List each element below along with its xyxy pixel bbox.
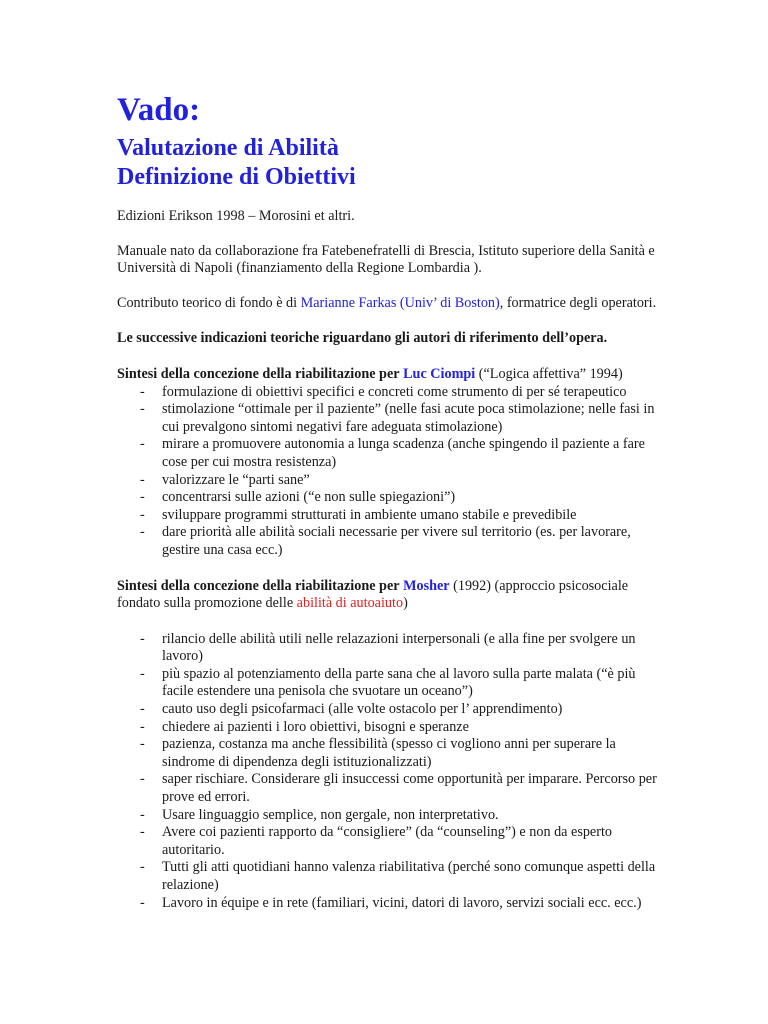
section-ciompi-rest: (“Logica affettiva” 1994) (478, 365, 623, 382)
list-item (117, 719, 662, 737)
list-item-text: concentrarsi sulle azioni (“e non sulle spiegazioni”) (162, 489, 456, 506)
list-item (117, 472, 662, 490)
dash-marker: - (140, 524, 145, 541)
list-item (117, 401, 662, 436)
dash-marker: - (140, 824, 145, 841)
mosher-list (117, 631, 662, 913)
dash-marker: - (140, 436, 145, 453)
document-title: Vado: (117, 92, 201, 128)
section-mosher-rest-2: ) (403, 595, 408, 612)
dash-marker: - (140, 806, 145, 823)
section-mosher-rest-1: (1992) (approccio psicosociale fondato sulla promozione delle (117, 577, 629, 612)
list-item (117, 859, 662, 894)
list-item (117, 701, 662, 719)
self-help-highlight: abilità di autoaiuto (296, 595, 404, 612)
list-item-text: Usare linguaggio semplice, non gergale, non interpretativo. (162, 806, 499, 823)
ciompi-list (117, 384, 662, 560)
dash-marker: - (140, 771, 145, 788)
list-item-text: pazienza, costanza ma anche flessibilità (spesso ci vogliono anni per superare la sindrome di dipendenza degli istituzionalizzati) (162, 736, 616, 770)
references-heading: Le successive indicazioni teoriche riguardano gli autori di riferimento dell’opera. (117, 330, 608, 347)
list-item-text: chiedere ai pazienti i loro obiettivi, bisogni e speranze (162, 718, 469, 735)
dash-marker: - (140, 383, 145, 400)
list-item (117, 824, 662, 859)
list-item-text: formulazione di obiettivi specifici e concreti come strumento di per sé terapeutico (162, 383, 627, 400)
list-item (117, 524, 662, 559)
list-item-text: Tutti gli atti quotidiani hanno valenza riabilitativa (perché sono comunque aspetti della relazione) (162, 859, 656, 893)
section-ciompi-heading (117, 366, 662, 384)
dash-marker: - (140, 506, 145, 523)
dash-marker: - (140, 665, 145, 682)
document-page (117, 91, 662, 912)
list-item-text: stimolazione “ottimale per il paziente” (nelle fasi acute poca stimolazione; nelle fasi in cui prevalgono sintomi negativi fare adeguata stimolazione) (162, 401, 655, 435)
list-item (117, 895, 662, 913)
list-item (117, 666, 662, 701)
list-item (117, 771, 662, 806)
document-subtitle-1: Valutazione di Abilità (117, 135, 339, 161)
list-item-text: Avere coi pazienti rapporto da “consigliere” (da “counseling”) e non da esperto autoritario. (162, 824, 612, 858)
section-ciompi-lead: Sintesi della concezione della riabilitazione per (117, 365, 400, 382)
list-item (117, 384, 662, 402)
contribution-text-before: Contributo teorico di fondo è di (117, 294, 301, 311)
publisher-line: Edizioni Erikson 1998 – Morosini et altri. (117, 208, 355, 224)
list-item (117, 807, 662, 825)
dash-marker: - (140, 489, 145, 506)
list-item (117, 489, 662, 507)
ciompi-link[interactable]: Luc Ciompi (403, 365, 476, 382)
list-item-text: cauto uso degli psicofarmaci (alle volte ostacolo per l’ apprendimento) (162, 701, 563, 718)
dash-marker: - (140, 630, 145, 647)
dash-marker: - (140, 736, 145, 753)
section-mosher-lead: Sintesi della concezione della riabilitazione per (117, 577, 400, 594)
contribution-paragraph (117, 295, 662, 313)
dash-marker: - (140, 859, 145, 876)
list-item-text: Lavoro in équipe e in rete (familiari, vicini, datori di lavoro, servizi sociali ecc. ecc.) (162, 894, 642, 911)
contribution-text-after: , formatrice degli operatori. (499, 294, 657, 311)
manual-paragraph: Manuale nato da collaborazione fra Fatebenefratelli di Brescia, Istituto superiore della Sanità e Università di Napoli (finanziamento della Regione Lombardia ). (117, 242, 655, 277)
list-item-text: valorizzare le “parti sane” (162, 471, 310, 488)
dash-marker: - (140, 401, 145, 418)
dash-marker: - (140, 894, 145, 911)
farkas-link[interactable]: Marianne Farkas (Univ’ di Boston) (300, 294, 500, 311)
list-item-text: sviluppare programmi strutturati in ambiente umano stabile e prevedibile (162, 506, 577, 523)
dash-marker: - (140, 701, 145, 718)
list-item-text: mirare a promuovere autonomia a lunga scadenza (anche spingendo il paziente a fare cose per cui mostra resistenza) (162, 436, 645, 470)
list-item (117, 631, 662, 666)
list-item (117, 736, 662, 771)
list-item-text: più spazio al potenziamento della parte sana che al lavoro sulla parte malata (“è più facile estendere una penisola che svuotare un oceano”) (162, 665, 636, 700)
section-mosher-heading (117, 578, 662, 613)
list-item (117, 507, 662, 525)
dash-marker: - (140, 718, 145, 735)
list-item-text: dare priorità alle abilità sociali necessarie per vivere sul territorio (es. per lavorare, gestire una casa ecc.) (162, 524, 631, 558)
document-subtitle-2: Definizione di Obiettivi (117, 164, 356, 190)
list-item (117, 436, 662, 471)
mosher-link[interactable]: Mosher (403, 577, 450, 594)
list-item-text: rilancio delle abilità utili nelle relazazioni interpersonali (e alla fine per svolgere un lavoro) (162, 630, 636, 665)
dash-marker: - (140, 471, 145, 488)
list-item-text: saper rischiare. Considerare gli insuccessi come opportunità per imparare. Percorso per prove ed errori. (162, 771, 657, 806)
